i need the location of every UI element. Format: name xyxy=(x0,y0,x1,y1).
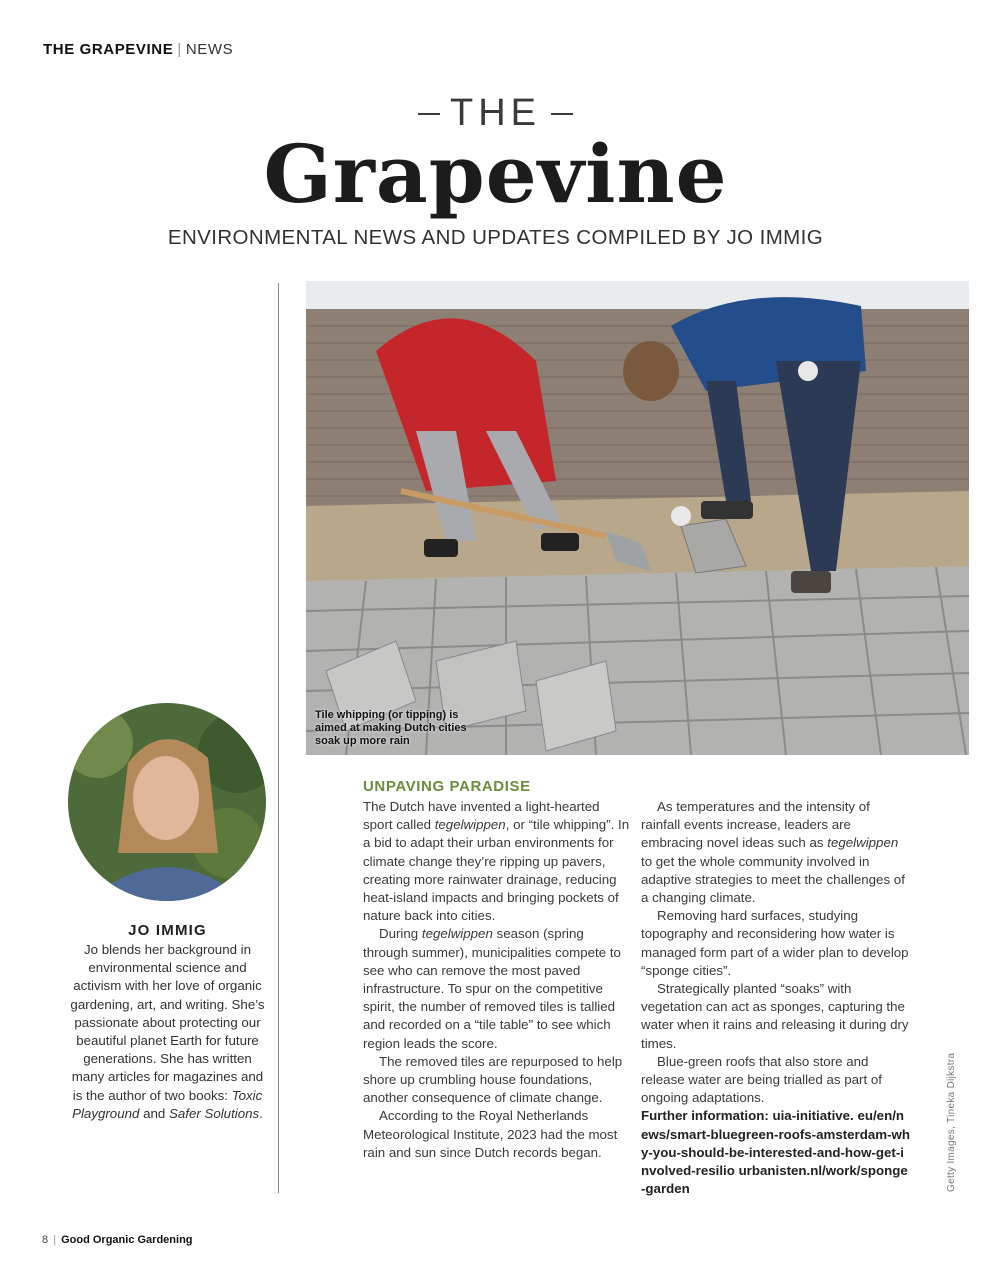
section-label: THE GRAPEVINE xyxy=(43,41,174,58)
article-photo xyxy=(306,281,969,755)
dash-right xyxy=(551,113,573,115)
article-column-1 xyxy=(363,798,631,1162)
masthead xyxy=(0,92,991,219)
paragraph-8: Blue-green roofs that also store and release water are being trialled as part of ongoing adaptations. xyxy=(641,1053,882,1106)
masthead-the: THE xyxy=(450,92,541,134)
article-column-2 xyxy=(641,798,911,1198)
page-footer xyxy=(42,1234,193,1246)
dash-left xyxy=(418,113,440,115)
category-label: NEWS xyxy=(185,41,234,58)
paragraph-5: As temperatures and the intensity of rainfall events increase, leaders are embracing novel ideas such as tegelwippen to get the whole community involved in adaptive strategies to meet the challenges of a changing climate. xyxy=(641,799,905,906)
photo-caption: Tile whipping (or tipping) is aimed at making Dutch cities soak up more rain xyxy=(315,709,467,747)
column-divider xyxy=(278,283,279,1193)
paragraph-2: During tegelwippen season (spring through summer), municipalities compete to see who can remove the most paved infrastructure. To spur on the competitive spirit, the number of removed tiles is tallied and recorded on a “tile table” to see which region leads the score. xyxy=(363,926,621,1051)
author-bio-text: Jo blends her background in environmental science and activism with her love of organic gardening, art, and writing. She’s passionate about protecting our beautiful planet Earth for future generations. She has written many articles for magazines and is the author of two books: Toxic Playground and Safer Solutions. xyxy=(70,942,265,1121)
paragraph-1: The Dutch have invented a light-hearted sport called tegelwippen, or “tile whipping”. In a bid to adapt their urban environments for climate change they’re ripping up pavers, creating more rainwater drainage, reducing heat-island impacts and bringing pockets of nature back into cities. xyxy=(363,799,630,924)
author-bio xyxy=(70,922,265,1123)
paragraph-4: According to the Royal Netherlands Meteorological Institute, 2023 had the most rain and sun since Dutch records began. xyxy=(363,1108,618,1160)
running-head-separator: | xyxy=(177,41,182,58)
book-title-1: Toxic Playground xyxy=(72,1087,263,1121)
photo-credit: Getty Images, Tineka Dijkstra xyxy=(946,1052,957,1192)
article-heading: UNPAVING PARADISE xyxy=(363,778,531,795)
book-title-2: Safer Solutions xyxy=(168,1105,260,1121)
page-number: 8 xyxy=(42,1234,49,1246)
author-portrait xyxy=(68,703,266,901)
further-label: Further information: uia-initiative. xyxy=(641,1108,854,1124)
paragraph-7: Strategically planted “soaks” with vegetation can act as sponges, capturing the water when it rains and releasing it during dry times. xyxy=(641,981,909,1051)
author-name: JO IMMIG xyxy=(128,922,207,939)
masthead-title: Grapevine xyxy=(263,127,728,221)
further-link-2[interactable]: urbanisten.nl/work/sponge-garden xyxy=(641,1163,908,1197)
paragraph-6: Removing hard surfaces, studying topography and reconsidering how water is managed form part of a wider plan to develop “sponge cities”. xyxy=(641,908,909,978)
magazine-name: Good Organic Gardening xyxy=(61,1234,193,1246)
further-information xyxy=(641,1107,911,1198)
further-link-1[interactable]: eu/en/news/smart-bluegreen-roofs-amsterdam-why-you-should-be-interested-and-how-get-involved-resilio xyxy=(641,1108,910,1179)
running-head xyxy=(43,41,233,58)
paragraph-3: The removed tiles are repurposed to help shore up crumbling house foundations, another consequence of climate change. xyxy=(363,1053,623,1106)
masthead-subtitle: ENVIRONMENTAL NEWS AND UPDATES COMPILED BY JO IMMIG xyxy=(167,226,824,249)
footer-separator: | xyxy=(53,1234,57,1246)
